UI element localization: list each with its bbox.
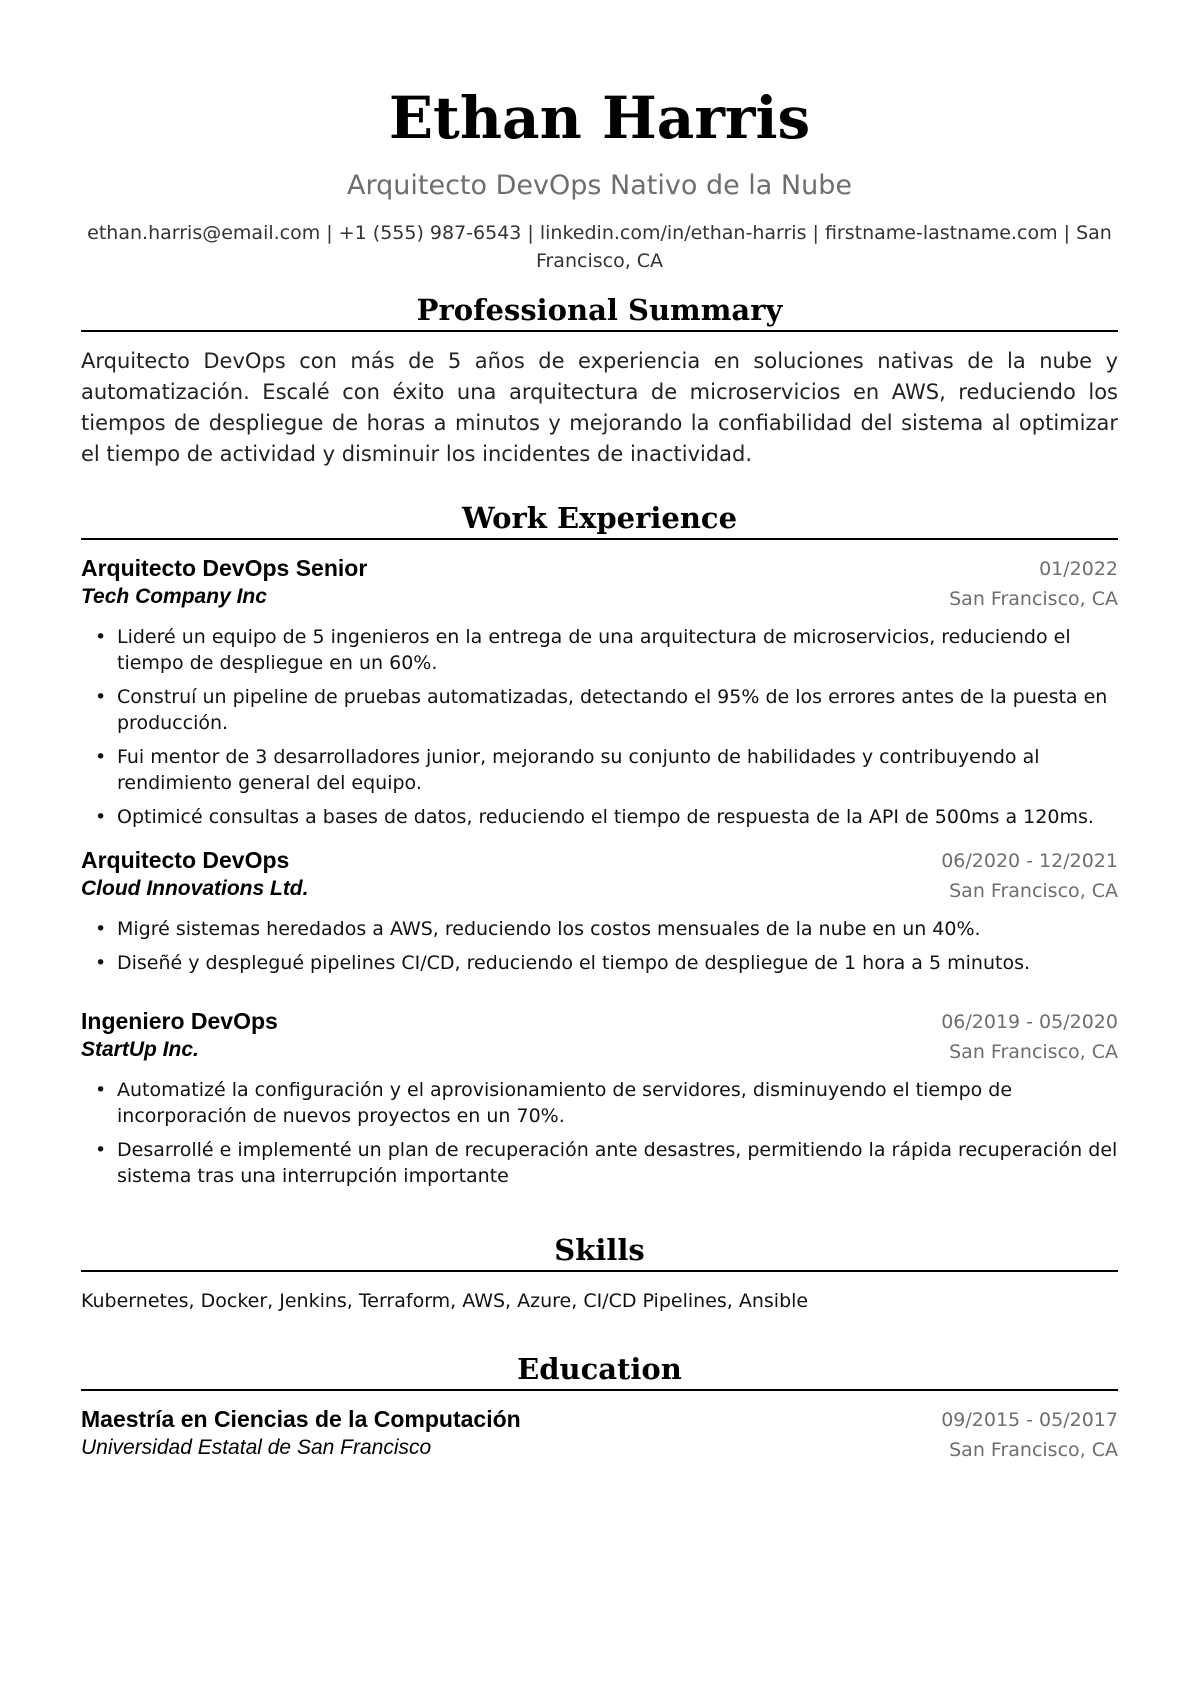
job-location: San Francisco, CA	[949, 880, 1118, 902]
summary-text: Arquitecto DevOps con más de 5 años de experiencia en soluciones nativas de la nube y automatización. Escalé con éxito una arquitectura de microservicios en AWS, reduciendo los tiempos de despliegue de horas a minutos y mejorando la confiabilidad del sistema al optimizar el tiempo de actividad y disminuir los incidentes de inactividad.	[81, 349, 1118, 466]
bullet-icon: •	[95, 746, 107, 768]
education-date: 09/2015 - 05/2017	[941, 1409, 1118, 1431]
job-bullet-text: Desarrollé e implementé un plan de recuperación ante desastres, permitiendo la rápida recuperación del sistema tras una interrupción importante	[117, 1139, 1118, 1187]
job-bullet	[81, 950, 1118, 976]
job-bullet	[81, 624, 1118, 676]
skills-divider	[81, 1270, 1118, 1272]
job-bullet-list	[81, 1077, 1118, 1197]
job-bullet	[81, 744, 1118, 796]
bullet-icon: •	[95, 1079, 107, 1101]
education-divider	[81, 1389, 1118, 1391]
job-bullet	[81, 1077, 1118, 1129]
bullet-icon: •	[95, 686, 107, 708]
candidate-headline: Arquitecto DevOps Nativo de la Nube	[347, 170, 852, 201]
job-bullet-text: Lideré un equipo de 5 ingenieros en la entrega de una arquitectura de microservicios, reduciendo el tiempo de despliegue en un 60%.	[117, 626, 1071, 674]
job-location: San Francisco, CA	[949, 588, 1118, 610]
bullet-icon: •	[95, 806, 107, 828]
job-title: Arquitecto DevOps Senior	[81, 555, 368, 581]
job-bullet-text: Fui mentor de 3 desarrolladores junior, mejorando su conjunto de habilidades y contribuyendo al rendimiento general del equipo.	[117, 746, 1040, 794]
summary-divider	[81, 330, 1118, 332]
job-company: Cloud Innovations Ltd.	[81, 877, 309, 900]
job-bullet-list	[81, 916, 1118, 984]
education-heading: Education	[517, 1352, 682, 1386]
job-bullet	[81, 804, 1118, 830]
job-bullet-text: Automatizé la configuración y el aprovisionamiento de servidores, disminuyendo el tiempo de incorporación de nuevos proyectos en un 70%.	[117, 1079, 1013, 1127]
job-bullet	[81, 1137, 1118, 1189]
job-bullet-text: Optimicé consultas a bases de datos, reduciendo el tiempo de respuesta de la API de 500ms a 120ms.	[117, 806, 1094, 828]
job-company: Tech Company Inc	[81, 585, 267, 608]
job-location: San Francisco, CA	[949, 1041, 1118, 1063]
candidate-name: Ethan Harris	[388, 84, 811, 152]
job-bullet-text: Diseñé y desplegué pipelines CI/CD, reduciendo el tiempo de despliegue de 1 hora a 5 minutos.	[117, 952, 1031, 974]
skills-heading: Skills	[554, 1233, 645, 1267]
job-bullet-text: Construí un pipeline de pruebas automatizadas, detectando el 95% de los errores antes de la puesta en producción.	[117, 686, 1108, 734]
job-bullet	[81, 916, 1118, 942]
job-title: Arquitecto DevOps	[81, 847, 290, 873]
summary-heading: Professional Summary	[416, 293, 783, 327]
job-bullet-list	[81, 624, 1118, 838]
job-company: StartUp Inc.	[81, 1038, 199, 1061]
job-date: 01/2022	[1039, 558, 1118, 580]
degree-title: Maestría en Ciencias de la Computación	[81, 1406, 521, 1432]
bullet-icon: •	[95, 952, 107, 974]
education-location: San Francisco, CA	[949, 1439, 1118, 1461]
job-title: Ingeniero DevOps	[81, 1008, 278, 1034]
skills-list: Kubernetes, Docker, Jenkins, Terraform, AWS, Azure, CI/CD Pipelines, Ansible	[81, 1290, 809, 1312]
job-date: 06/2019 - 05/2020	[941, 1011, 1118, 1033]
experience-heading: Work Experience	[461, 501, 738, 535]
contact-line: ethan.harris@email.com | +1 (555) 987-6543 | linkedin.com/in/ethan-harris | firstname-lastname.com | San Francisco, CA	[87, 222, 1112, 272]
job-bullet	[81, 684, 1118, 736]
job-date: 06/2020 - 12/2021	[941, 850, 1118, 872]
bullet-icon: •	[95, 626, 107, 648]
bullet-icon: •	[95, 1139, 107, 1161]
school-name: Universidad Estatal de San Francisco	[81, 1436, 432, 1459]
job-bullet-text: Migré sistemas heredados a AWS, reduciendo los costos mensuales de la nube en un 40%.	[117, 918, 981, 940]
bullet-icon: •	[95, 918, 107, 940]
experience-divider	[81, 538, 1118, 540]
